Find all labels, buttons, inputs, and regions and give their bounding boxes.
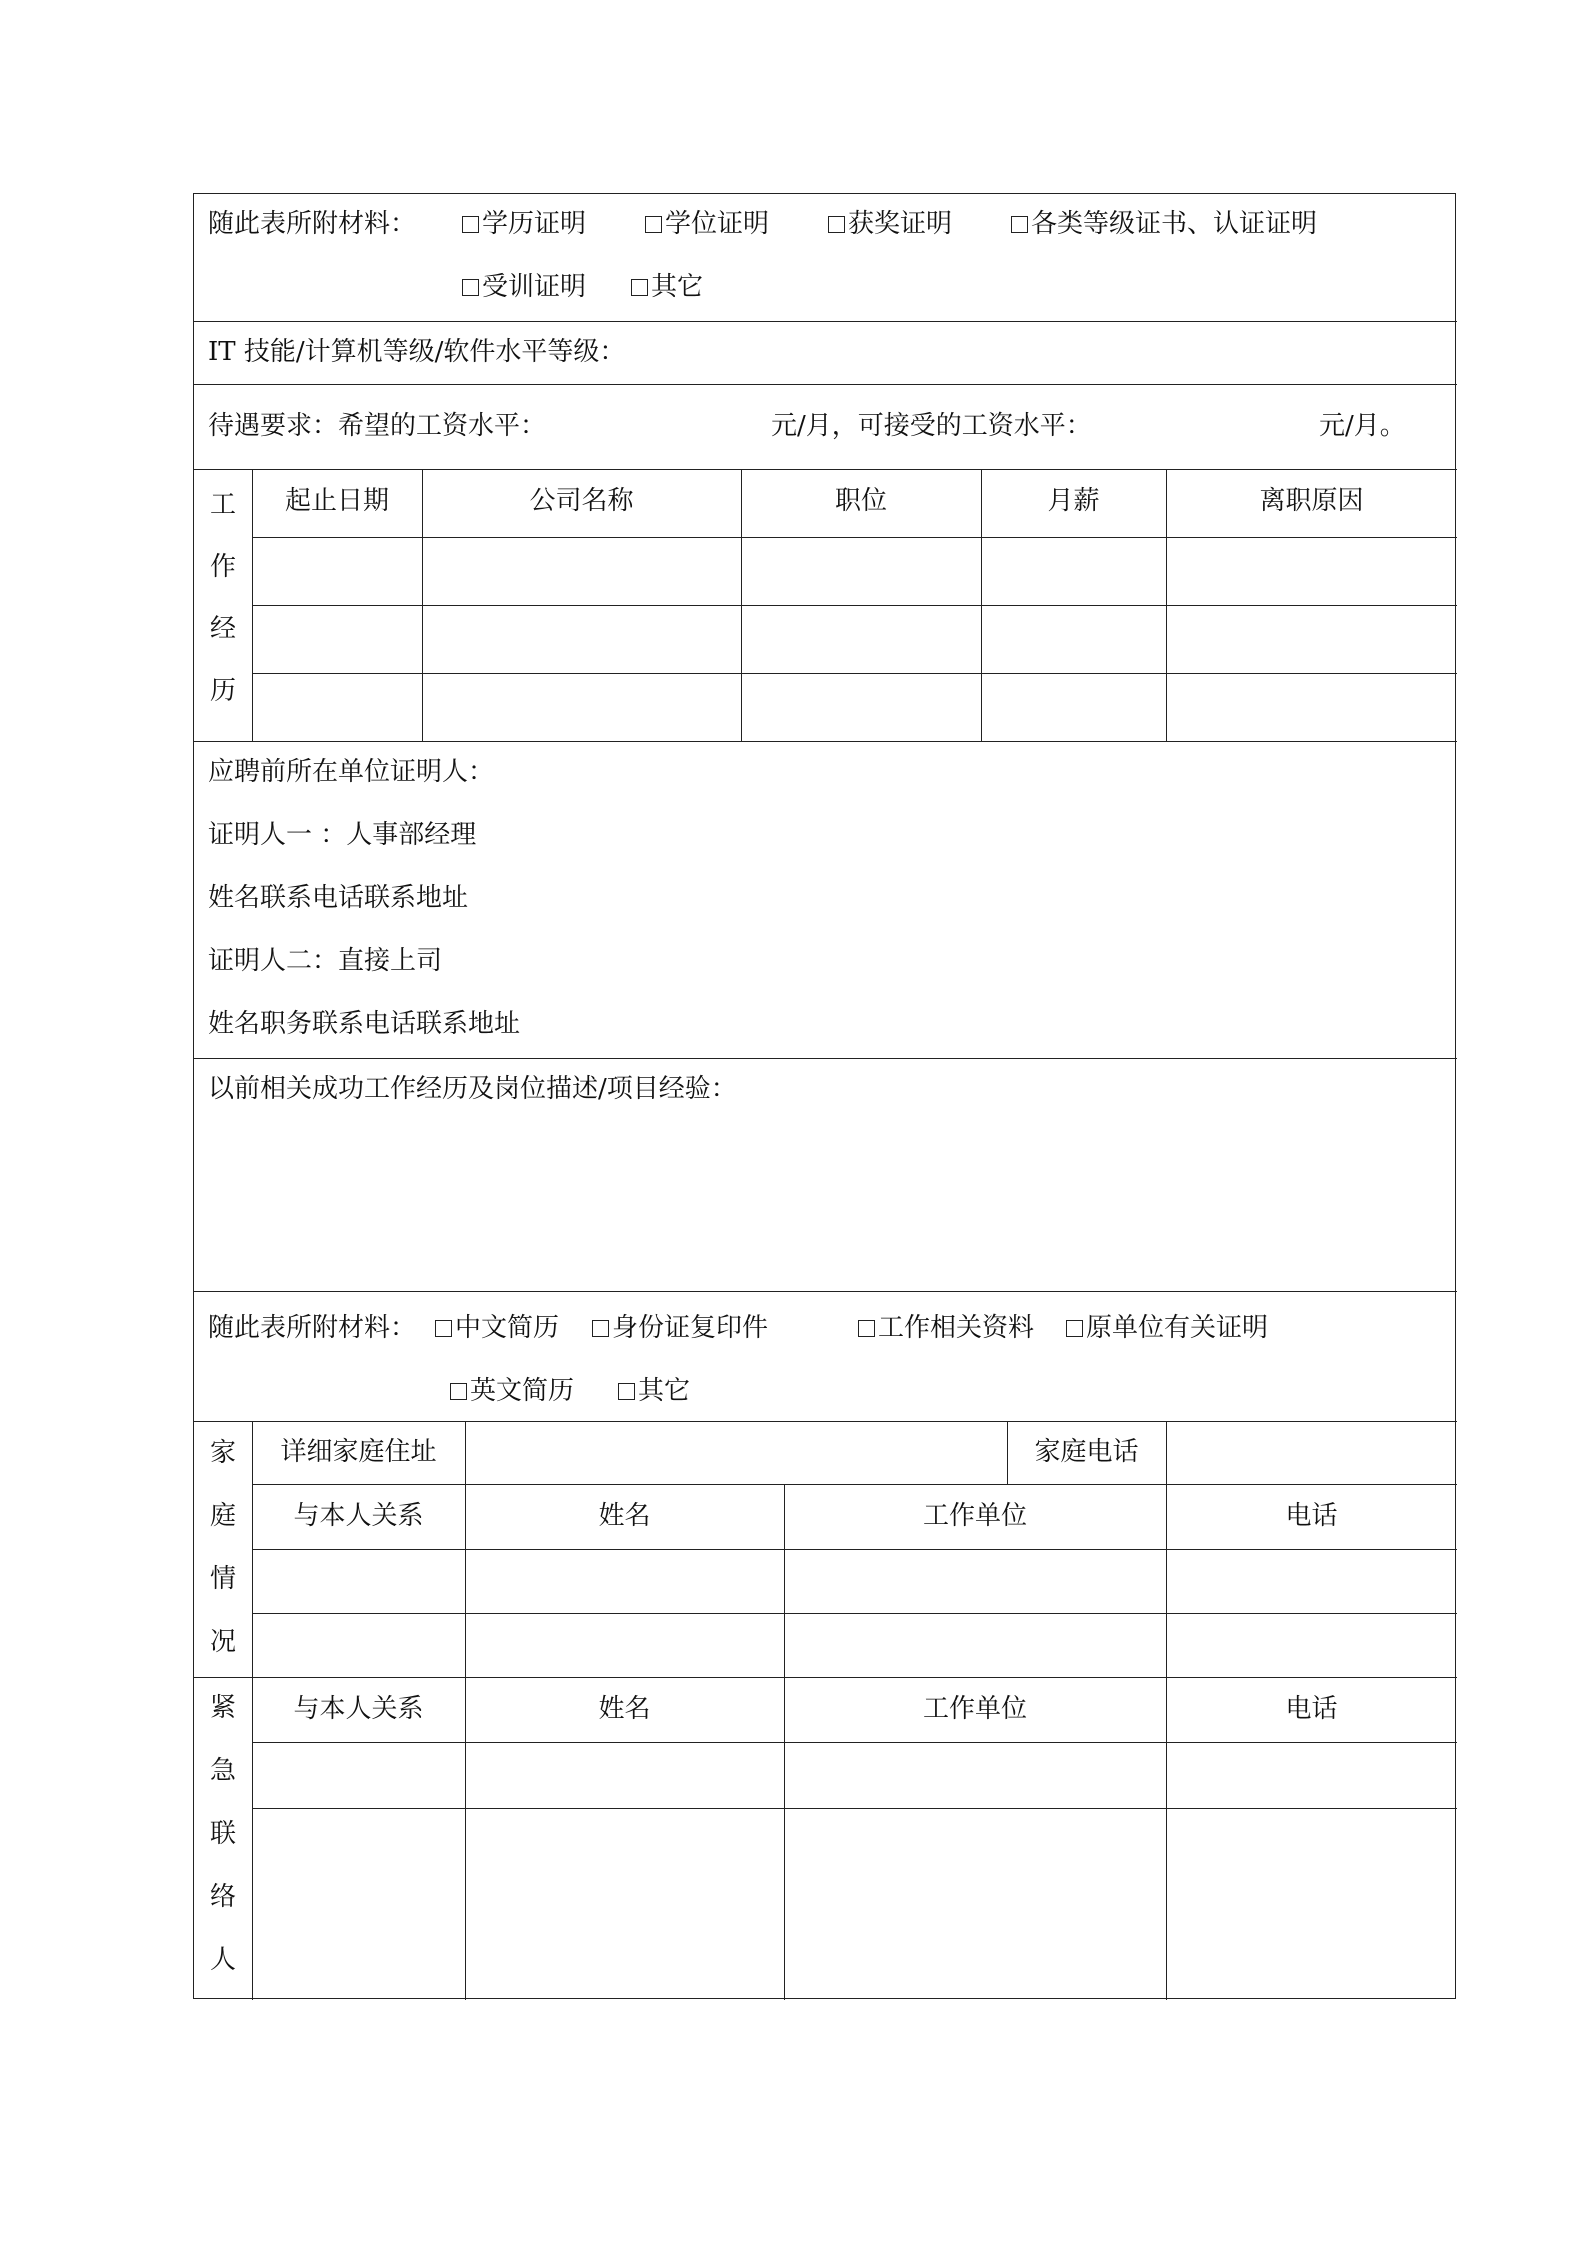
row-divider (252, 1484, 1457, 1485)
checkbox-icon[interactable] (858, 1320, 875, 1337)
reference-one-fields: 姓名联系电话联系地址 (208, 883, 469, 913)
family-address-field[interactable] (465, 1421, 1007, 1484)
header-salary: 月薪 (1047, 486, 1100, 516)
checkbox-english-resume[interactable]: 英文简历 (450, 1376, 574, 1406)
checkbox-icon[interactable] (592, 1320, 609, 1337)
emergency-header-employer: 工作单位 (922, 1694, 1027, 1724)
checkbox-certificates[interactable]: 各类等级证书、认证证明 (1011, 209, 1317, 239)
checkbox-chinese-resume[interactable]: 中文简历 (435, 1313, 559, 1343)
checkbox-icon[interactable] (828, 216, 845, 233)
experience-textarea[interactable] (194, 1114, 1457, 1291)
checkbox-id-copy[interactable]: 身份证复印件 (592, 1313, 768, 1343)
work-cell[interactable] (422, 537, 741, 605)
salary-unit: 元/月。 (1319, 411, 1406, 441)
reference-two: 证明人二：直接上司 (208, 946, 443, 976)
materials2-label: 随此表所附材料： (208, 1313, 417, 1343)
header-date-range: 起止日期 (284, 486, 389, 516)
it-skills-label: IT 技能/计算机等级/软件水平等级： (208, 337, 626, 367)
references-title: 应聘前所在单位证明人： (208, 757, 495, 787)
row-divider (252, 605, 1457, 606)
emergency-header-phone: 电话 (1285, 1694, 1338, 1724)
checkbox-icon[interactable] (450, 1383, 467, 1400)
checkbox-other-2[interactable]: 其它 (618, 1376, 690, 1406)
family-header-phone: 电话 (1285, 1501, 1338, 1531)
family-header-name: 姓名 (598, 1501, 651, 1531)
header-leave-reason: 离职原因 (1259, 486, 1364, 516)
checkbox-other[interactable]: 其它 (631, 272, 703, 302)
header-company: 公司名称 (529, 486, 634, 516)
reference-two-fields: 姓名职务联系电话联系地址 (208, 1009, 521, 1039)
emergency-header-name: 姓名 (598, 1694, 651, 1724)
row-divider (194, 1058, 1457, 1059)
row-divider (194, 384, 1457, 385)
work-cell[interactable] (741, 537, 981, 605)
checkbox-icon[interactable] (618, 1383, 635, 1400)
checkbox-work-materials[interactable]: 工作相关资料 (858, 1313, 1034, 1343)
checkbox-icon[interactable] (435, 1320, 452, 1337)
family-side-label: 家 庭 情 况 (209, 1438, 236, 1657)
family-phone-field[interactable] (1166, 1421, 1457, 1484)
family-header-relation: 与本人关系 (293, 1501, 424, 1531)
emergency-side-label: 紧 急 联 络 人 (209, 1693, 236, 1975)
family-address-label: 详细家庭住址 (280, 1437, 437, 1467)
checkbox-former-employer-proof[interactable]: 原单位有关证明 (1066, 1313, 1268, 1343)
row-divider (252, 1742, 1457, 1743)
checkbox-icon[interactable] (1011, 216, 1028, 233)
checkbox-training[interactable]: 受训证明 (462, 272, 586, 302)
reference-one: 证明人一 ：人事部经理 (208, 820, 477, 850)
salary-label: 待遇要求：希望的工资水平： (208, 411, 547, 441)
work-history-side-label: 工 作 经 历 (209, 490, 236, 706)
materials-label: 随此表所附材料： (208, 209, 417, 239)
checkbox-degree[interactable]: 学位证明 (645, 209, 769, 239)
row-divider (194, 1677, 1457, 1678)
checkbox-award[interactable]: 获奖证明 (828, 209, 952, 239)
checkbox-icon[interactable] (462, 279, 479, 296)
row-divider (252, 1549, 1457, 1550)
checkbox-icon[interactable] (645, 216, 662, 233)
emergency-header-relation: 与本人关系 (293, 1694, 424, 1724)
checkbox-icon[interactable] (462, 216, 479, 233)
work-cell[interactable] (1166, 537, 1457, 605)
checkbox-diploma[interactable]: 学历证明 (462, 209, 586, 239)
row-divider (252, 673, 1457, 674)
row-divider (252, 1613, 1457, 1614)
family-phone-label: 家庭电话 (1034, 1437, 1139, 1467)
work-cell[interactable] (252, 537, 422, 605)
checkbox-icon[interactable] (631, 279, 648, 296)
row-divider (194, 1291, 1457, 1292)
checkbox-icon[interactable] (1066, 1320, 1083, 1337)
col-divider (784, 1484, 785, 2000)
experience-label: 以前相关成功工作经历及岗位描述/项目经验： (208, 1074, 737, 1104)
work-cell[interactable] (981, 537, 1166, 605)
salary-acceptable-label: 元/月，可接受的工资水平： (771, 411, 1092, 441)
row-divider (194, 741, 1457, 742)
row-divider (252, 1808, 1457, 1809)
row-divider (194, 321, 1457, 322)
header-position: 职位 (834, 486, 887, 516)
family-header-employer: 工作单位 (922, 1501, 1027, 1531)
row-divider (194, 469, 1457, 470)
application-form-table (193, 193, 1456, 1999)
